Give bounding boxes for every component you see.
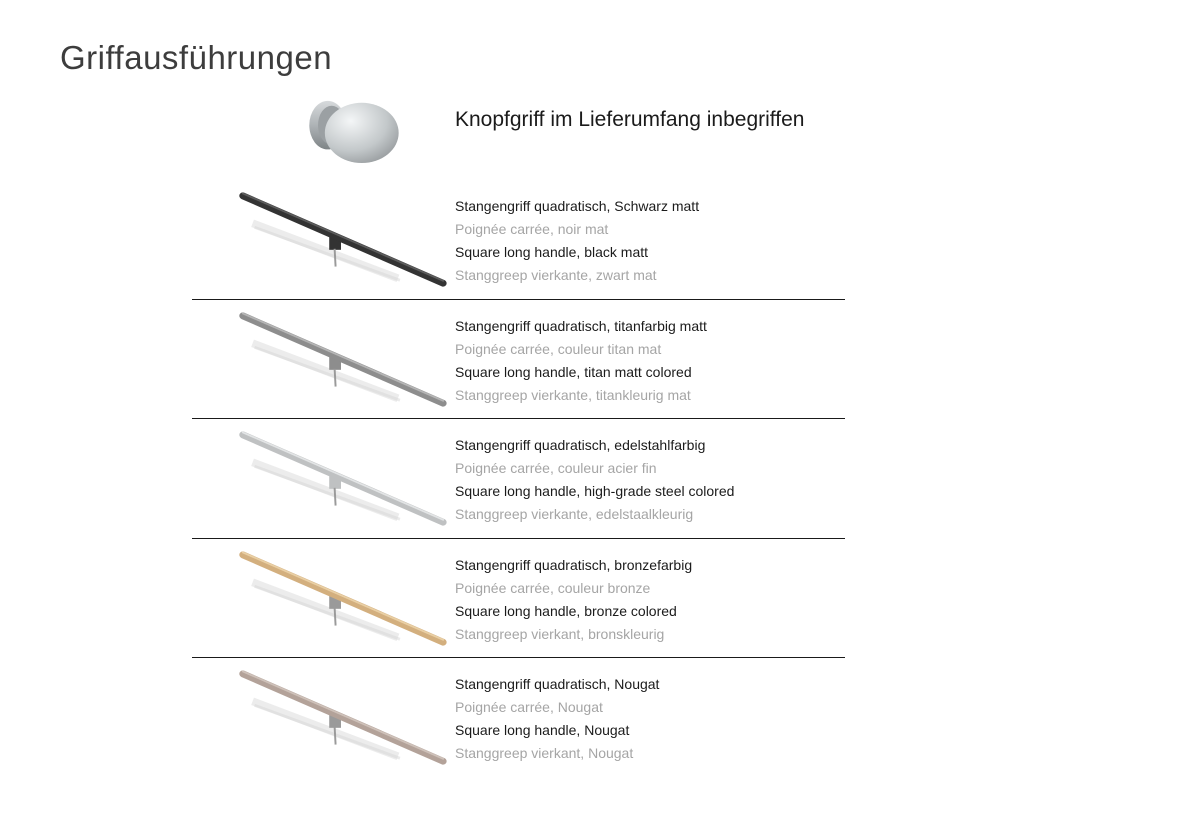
square-bar-handle-image bbox=[230, 184, 452, 296]
included-knob-label: Knopfgriff im Lieferumfang inbegriffen bbox=[455, 108, 805, 131]
label-nl: Stanggreep vierkante, zwart mat bbox=[455, 267, 657, 283]
square-bar-handle-image bbox=[230, 662, 452, 774]
handle-description bbox=[455, 658, 845, 777]
handle-row-stainless bbox=[192, 419, 845, 539]
label-de: Stangengriff quadratisch, titanfarbig matt bbox=[455, 317, 707, 334]
label-de: Stangengriff quadratisch, bronzefarbig bbox=[455, 556, 693, 573]
label-nl: Stanggreep vierkant, Nougat bbox=[455, 745, 634, 761]
handle-description bbox=[455, 180, 845, 299]
label-de: Stangengriff quadratisch, Nougat bbox=[455, 676, 660, 692]
label-en: Square long handle, high-grade steel colored bbox=[455, 483, 735, 499]
label-fr: Poignée carrée, Nougat bbox=[455, 699, 603, 715]
handle-image-area bbox=[192, 539, 455, 658]
handle-description bbox=[455, 300, 845, 419]
handle-row-titan-matt bbox=[192, 300, 845, 420]
handle-image-area bbox=[192, 658, 455, 777]
label-en: Square long handle, black matt bbox=[455, 244, 649, 260]
label-en: Square long handle, bronze colored bbox=[455, 602, 677, 619]
handle-image-area bbox=[192, 180, 455, 299]
label-de: Stangengriff quadratisch, edelstahlfarbig bbox=[455, 437, 706, 453]
knob-handle-image bbox=[303, 96, 403, 164]
label-fr: Poignée carrée, couleur acier fin bbox=[455, 460, 657, 476]
handle-description bbox=[455, 419, 845, 538]
handle-row-bronze bbox=[192, 539, 845, 659]
handle-image-area bbox=[192, 300, 455, 419]
label-nl: Stanggreep vierkante, titankleurig mat bbox=[455, 386, 691, 403]
page-title: Griffausführungen bbox=[60, 39, 333, 76]
handle-image-area bbox=[192, 419, 455, 538]
label-de: Stangengriff quadratisch, Schwarz matt bbox=[455, 198, 700, 214]
label-en: Square long handle, titan matt colored bbox=[455, 363, 692, 380]
knob-image-area bbox=[192, 94, 455, 180]
label-en: Square long handle, Nougat bbox=[455, 722, 630, 738]
square-bar-handle-image bbox=[230, 304, 452, 416]
included-knob-row bbox=[192, 94, 845, 180]
label-nl: Stanggreep vierkant, bronskleurig bbox=[455, 625, 665, 642]
label-fr: Poignée carrée, noir mat bbox=[455, 221, 609, 237]
square-bar-handle-image bbox=[230, 423, 452, 535]
label-fr: Poignée carrée, couleur titan mat bbox=[455, 340, 662, 357]
handle-description bbox=[455, 539, 845, 658]
handle-row-nougat bbox=[192, 658, 845, 777]
handle-list bbox=[192, 94, 845, 777]
square-bar-handle-image bbox=[230, 543, 452, 655]
label-nl: Stanggreep vierkante, edelstaalkleurig bbox=[455, 506, 694, 522]
handle-row-black-matt bbox=[192, 180, 845, 300]
label-fr: Poignée carrée, couleur bronze bbox=[455, 579, 651, 596]
